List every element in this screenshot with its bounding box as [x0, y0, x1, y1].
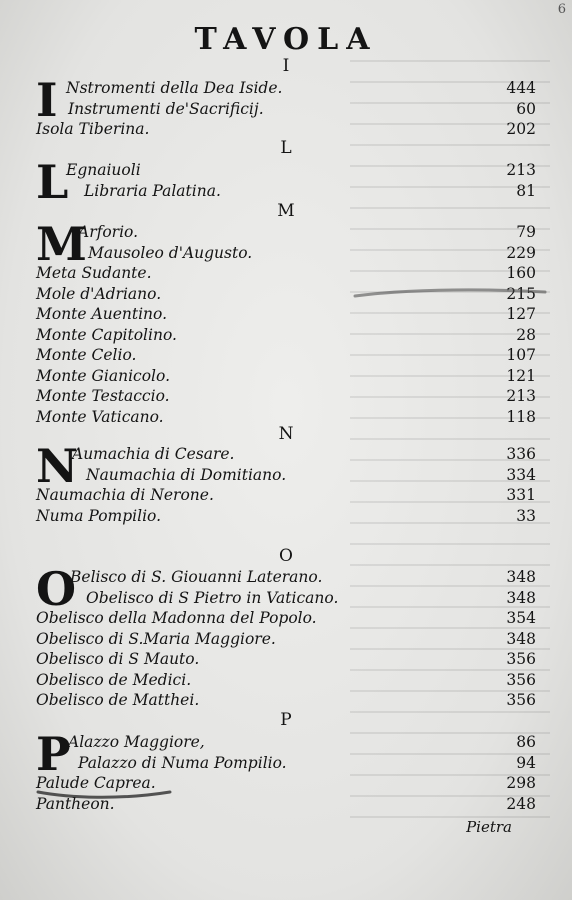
index-entry [36, 608, 536, 629]
entry-page: 86 [516, 733, 536, 751]
entry-text: Naumachia di Nerone. [36, 486, 214, 504]
index-entry [36, 773, 536, 794]
entry-text: Obelisco della Madonna del Popolo. [36, 609, 317, 627]
section-i-entries [36, 73, 536, 140]
entry-page: 118 [506, 407, 536, 426]
section-l-entries [36, 155, 536, 209]
entry-page: 348 [506, 588, 536, 607]
entry-page: 336 [506, 445, 536, 463]
index-entry [36, 465, 536, 486]
section-letter-o: O [279, 546, 293, 566]
dropcap-p: P [36, 727, 71, 781]
entry-page: 81 [516, 181, 536, 200]
entry-text: Numa Pompilio. [36, 506, 162, 525]
dropcap-n: N [36, 439, 79, 493]
index-entry [36, 649, 536, 670]
entry-text: Monte Vaticano. [36, 407, 164, 426]
entry-page: 444 [506, 79, 536, 97]
entry-text: Monte Celio. [36, 346, 137, 364]
entry-page: 121 [506, 366, 536, 385]
index-entry [36, 263, 536, 284]
entry-page: 354 [506, 609, 536, 627]
index-entry [36, 284, 536, 305]
entry-page: 356 [506, 650, 536, 668]
entry-page: 28 [516, 325, 536, 344]
entry-text: Nstromenti della Dea Iside. [66, 79, 283, 97]
entry-text: Egnaiuoli [66, 161, 141, 179]
entry-page: 79 [516, 223, 536, 241]
section-letter-i: I [282, 56, 290, 76]
dropcap-l: L [36, 155, 69, 209]
entry-text: Monte Auentino. [36, 305, 168, 323]
entry-page: 202 [506, 120, 536, 138]
index-entry [36, 485, 536, 506]
entry-text: Monte Testaccio. [36, 387, 170, 405]
entry-text: Obelisco di S Mauto. [36, 650, 200, 668]
entry-text: Obelisco de Medici. [36, 670, 192, 689]
catchword: Pietra [466, 818, 512, 836]
index-entry [36, 366, 536, 387]
entry-page: 356 [506, 691, 536, 709]
dropcap-m: M [36, 217, 87, 271]
index-entry [36, 732, 536, 753]
entry-text: Aumachia di Cesare. [72, 445, 235, 463]
index-entry [36, 243, 536, 264]
index-entry [36, 181, 536, 202]
entry-page: 160 [506, 264, 536, 282]
entry-text: Instrumenti de'Sacrificij. [68, 99, 264, 118]
index-entry [36, 444, 536, 465]
dropcap-o: O [36, 562, 77, 616]
entry-page: 331 [506, 486, 536, 504]
index-entry [36, 506, 536, 527]
entry-text: Monte Capitolino. [36, 325, 177, 344]
index-entry [36, 690, 536, 711]
index-entry [36, 567, 536, 588]
index-entry [36, 99, 536, 120]
section-o-entries [36, 562, 536, 711]
index-entry [36, 794, 536, 815]
entry-text: Palazzo di Numa Pompilio. [78, 753, 287, 772]
section-letter-p: P [280, 710, 292, 730]
entry-page: 248 [506, 794, 536, 813]
entry-page: 215 [506, 284, 536, 303]
section-m-entries [36, 217, 536, 427]
entry-page: 348 [506, 629, 536, 648]
index-entry [36, 119, 536, 140]
index-entry [36, 304, 536, 325]
entry-page: 213 [506, 161, 536, 179]
entry-text: Arforio. [78, 223, 139, 241]
entry-text: Alazzo Maggiore, [68, 733, 205, 751]
index-entry [36, 753, 536, 774]
entry-page: 348 [506, 568, 536, 586]
entry-page: 298 [506, 774, 536, 792]
entry-text: Naumachia di Domitiano. [86, 465, 287, 484]
index-entry [36, 345, 536, 366]
index-entry [36, 160, 536, 181]
entry-page: 33 [516, 506, 536, 525]
entry-page: 334 [506, 465, 536, 484]
entry-text: Palude Caprea. [36, 774, 156, 792]
index-entry [36, 629, 536, 650]
entry-text: Obelisco de Matthei. [36, 691, 200, 709]
index-entry [36, 325, 536, 346]
section-n-entries [36, 439, 536, 526]
entry-text: Belisco di S. Giouanni Laterano. [70, 568, 323, 586]
dropcap-i: I [36, 73, 58, 127]
entry-text: Isola Tiberina. [36, 120, 150, 138]
entry-text: Libraria Palatina. [84, 181, 221, 200]
entry-page: 213 [506, 387, 536, 405]
entry-page: 356 [506, 670, 536, 689]
section-letter-m: M [277, 201, 295, 221]
entry-page: 94 [516, 753, 536, 772]
folio-number: 6 [557, 2, 566, 17]
section-p-entries [36, 727, 536, 814]
section-letter-l: L [280, 138, 292, 158]
entry-page: 107 [506, 346, 536, 364]
index-entry [36, 670, 536, 691]
entry-page: 229 [506, 243, 536, 262]
index-entry [36, 588, 536, 609]
index-entry [36, 386, 536, 407]
entry-page: 60 [516, 99, 536, 118]
entry-text: Obelisco di S.Maria Maggiore. [36, 629, 276, 648]
entry-text: Obelisco di S Pietro in Vaticano. [86, 588, 339, 607]
index-entry [36, 222, 536, 243]
page-title: TAVOLA [194, 22, 378, 57]
entry-text: Pantheon. [36, 794, 115, 813]
entry-text: Meta Sudante. [36, 264, 152, 282]
entry-text: Mausoleo d'Augusto. [88, 243, 253, 262]
index-entry [36, 78, 536, 99]
section-letter-n: N [278, 424, 294, 444]
entry-text: Monte Gianicolo. [36, 366, 170, 385]
entry-page: 127 [506, 305, 536, 323]
entry-text: Mole d'Adriano. [36, 284, 162, 303]
